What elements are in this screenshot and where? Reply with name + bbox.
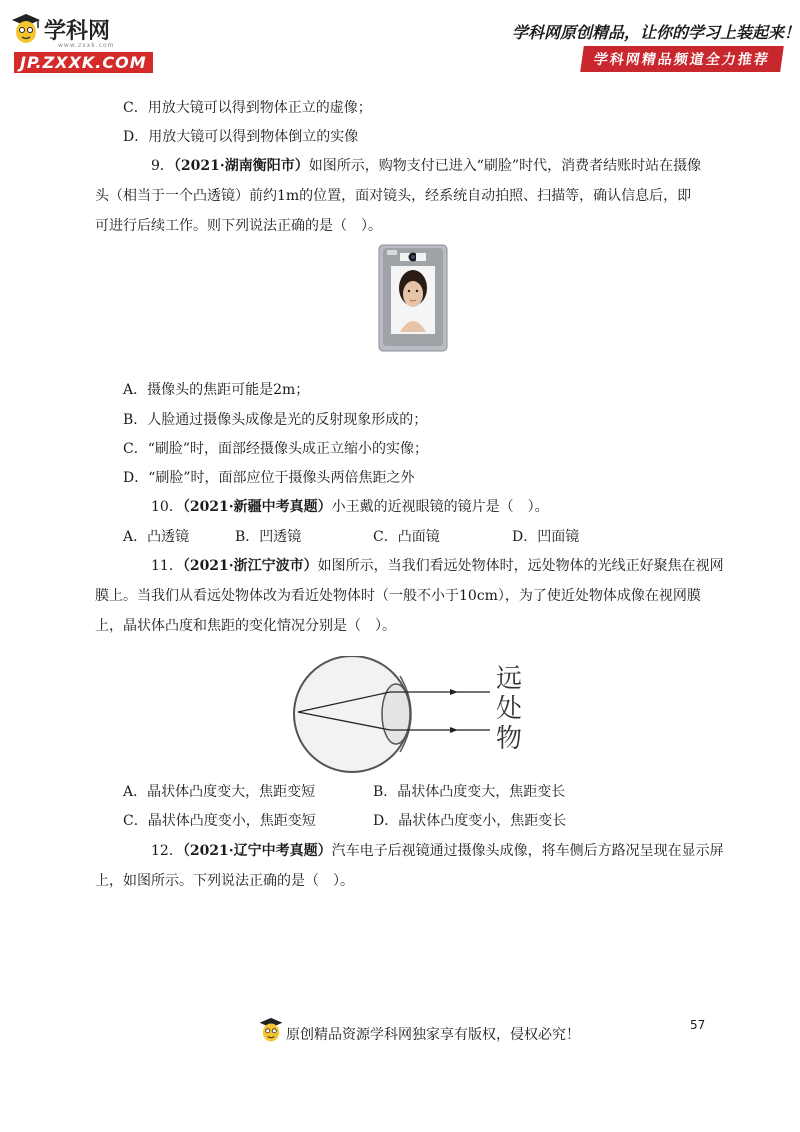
question-number: 12．	[151, 843, 183, 859]
question-text: 汽车电子后视镜通过摄像头成像，将车侧后方路况呈现在显示屏	[331, 843, 724, 859]
question-10-line-1	[151, 497, 549, 517]
header-banner: 学科网精品频道全力推荐	[580, 46, 784, 72]
q9-option-c: C．“刷脸”时，面部经摄像头成正立缩小的实像；	[123, 441, 429, 457]
question-text: 如图所示，当我们看远处物体时，远处物体的光线正好聚焦在视网	[317, 558, 724, 574]
question-source: （2021·辽宁中考真题）	[182, 843, 332, 859]
question-number: 10．	[151, 499, 183, 515]
eye-diagram-label: 远处物	[496, 664, 523, 754]
question-11-line-2: 膜上。当我们从看远处物体改为看近处物体时（一般不小于10cm），为了使近处物体成像在视网膜	[95, 588, 701, 604]
q11-option-d: D．晶状体凸度变小，焦距变长	[373, 813, 567, 829]
q11-option-a: A．晶状体凸度变大，焦距变短	[123, 784, 316, 800]
logo-url: www.zxxk.com	[58, 42, 115, 49]
q9-option-b: B．人脸通过摄像头成像是光的反射现象形成的；	[123, 412, 428, 428]
option-c-prev: C．用放大镜可以得到物体正立的虚像；	[123, 100, 372, 116]
question-9-line-1	[151, 156, 701, 176]
question-12-line-2: 上，如图所示。下列说法正确的是（ ）。	[95, 873, 354, 889]
q10-option-b: B．凹透镜	[235, 529, 302, 545]
page-number: 57	[690, 1018, 706, 1032]
question-number: 11．	[151, 558, 183, 574]
q9-option-a: A．摄像头的焦距可能是2m；	[123, 382, 310, 398]
site-code-badge: JP.ZXXK.COM	[14, 52, 153, 73]
footer-copyright: 原创精品资源学科网独家享有版权，侵权必究！	[286, 1027, 580, 1043]
question-source: （2021·新疆中考真题）	[182, 499, 332, 515]
question-number: 9．	[151, 158, 174, 174]
logo-name: 学科网	[44, 19, 111, 44]
question-9-line-3: 可进行后续工作。则下列说法正确的是（ ）。	[95, 218, 382, 234]
q10-option-a: A．凸透镜	[123, 529, 190, 545]
mascot-icon	[258, 1015, 284, 1045]
question-11-line-3: 上，晶状体凸度和焦距的变化情况分别是（ ）。	[95, 618, 396, 634]
question-source: （2021·湖南衡阳市）	[173, 158, 309, 174]
header-slogan: 学科网原创精品，让你的学习上装起来！	[512, 23, 800, 42]
face-pay-device-figure	[378, 244, 448, 352]
question-text: 小王戴的近视眼镜的镜片是（ ）。	[331, 499, 549, 515]
q10-option-d: D．凹面镜	[512, 529, 580, 545]
question-11-line-1	[151, 556, 724, 576]
q11-option-c: C．晶状体凸度变小，焦距变短	[123, 813, 316, 829]
header	[0, 0, 800, 80]
question-9-line-2: 头（相当于一个凸透镜）前约1m的位置，面对镜头，经系统自动拍照、扫描等，确认信息后，即	[95, 188, 692, 204]
question-source: （2021·浙江宁波市）	[182, 558, 318, 574]
q9-option-d: D．“刷脸”时，面部应位于摄像头两倍焦距之外	[123, 470, 415, 486]
option-d-prev: D．用放大镜可以得到物体倒立的实像	[123, 129, 359, 145]
mascot-icon	[10, 12, 42, 46]
q11-option-b: B．晶状体凸度变大，焦距变长	[373, 784, 566, 800]
question-12-line-1	[151, 841, 724, 861]
q10-option-c: C．凸面镜	[373, 529, 440, 545]
question-text: 如图所示，购物支付已进入“刷脸”时代，消费者结账时站在摄像	[308, 158, 702, 174]
